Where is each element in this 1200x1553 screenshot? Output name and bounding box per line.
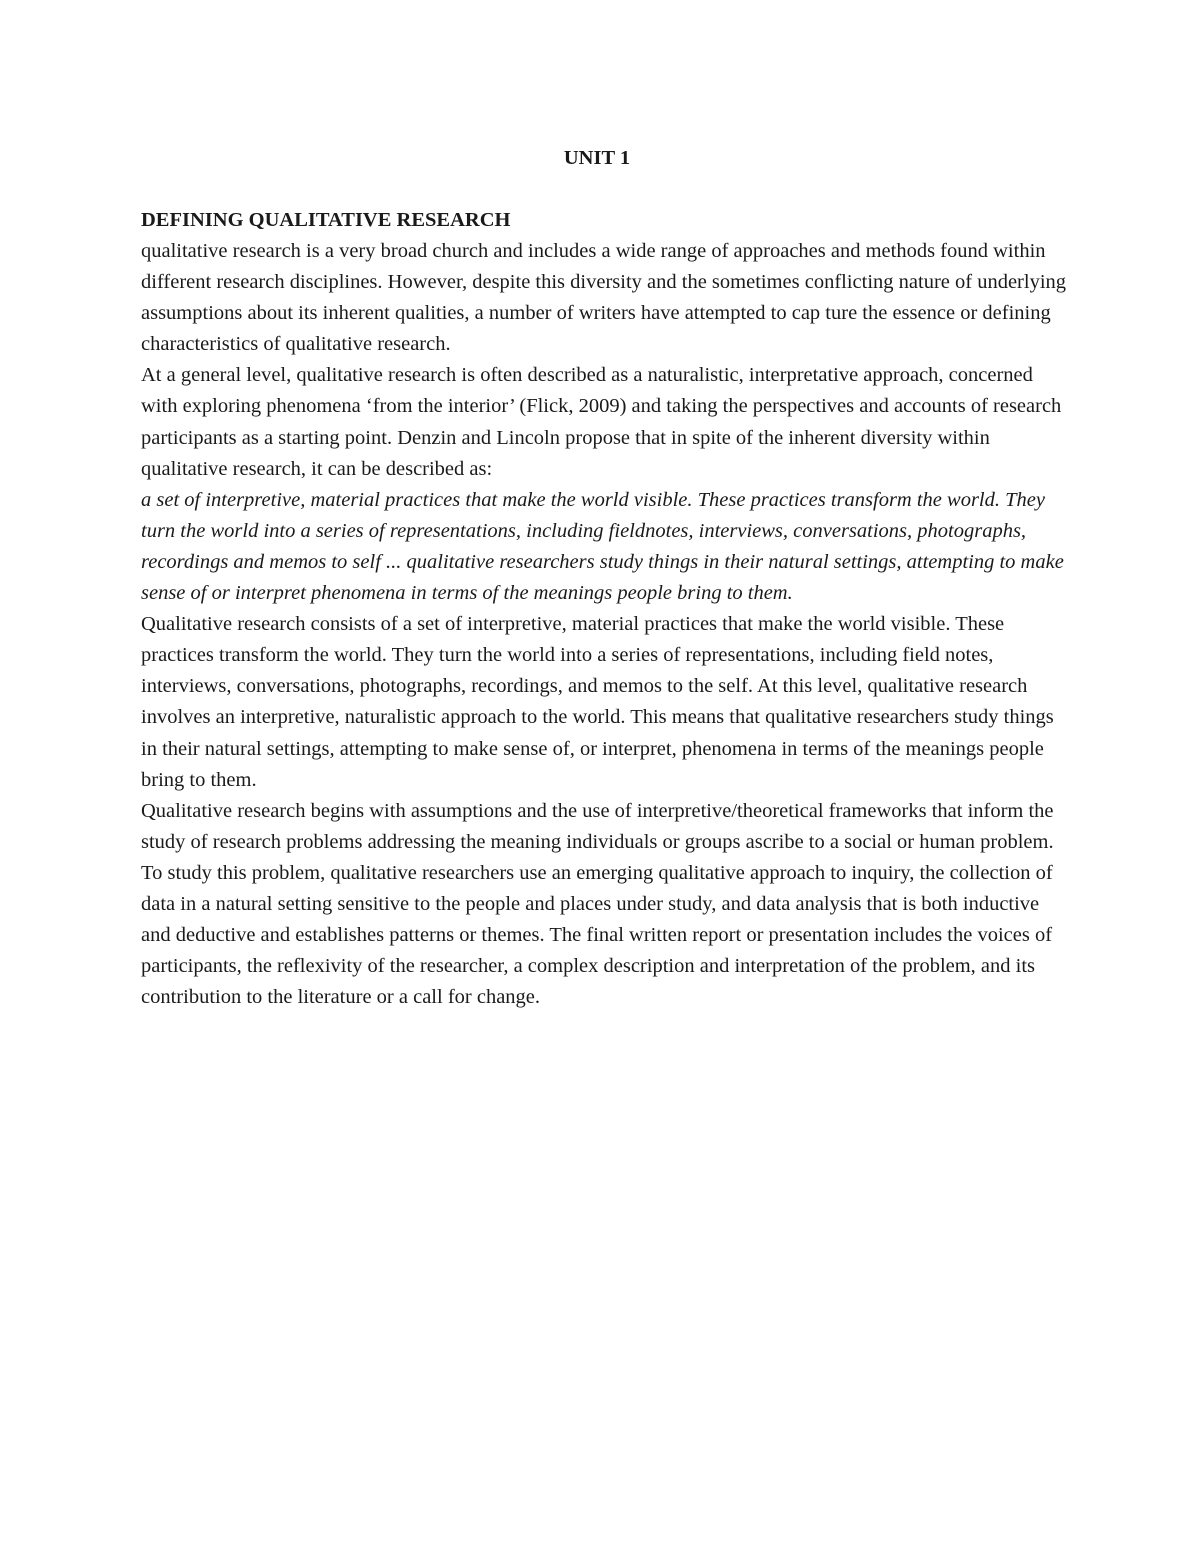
paragraph-assumptions: Qualitative research begins with assumptions and the use of interpretive/theoretical frameworks that inform the study of research problems addressing the meaning individuals or groups ascribe to a social or human problem. To study this problem, qualitative researchers use an emerging qualitative approach to inquiry, the collection of data in a natural setting sensitive to the people and places under study, and data analysis that is both inductive and deductive and establishes patterns or themes. The final written report or presentation includes the voices of participants, the reflexivity of the researcher, a complex description and interpretation of the problem, and its contribution to the literature or a call for change.: [141, 799, 1054, 1009]
unit-title: UNIT 1: [563, 147, 631, 169]
paragraph-intro: qualitative research is a very broad church and includes a wide range of approaches and methods found within different research disciplines. However, despite this diversity and the sometimes conflicting nature of underlying assumptions about its inherent qualities, a number of writers have attempted to cap ture the essence or defining characteristics of qualitative research.: [141, 240, 1067, 356]
section-heading: DEFINING QUALITATIVE RESEARCH: [141, 209, 511, 231]
paragraph-interpretive-practices: Qualitative research consists of a set of interpretive, material practices that make the world visible. These practices transform the world. They turn the world into a series of representations, including field notes, interviews, conversations, photographs, recordings, and memos to the self. At this level, qualitative research involves an interpretive, naturalistic approach to the world. This means that qualitative researchers study things in their natural settings, attempting to make sense of, or interpret, phenomena in terms of the meanings people bring to them.: [141, 613, 1054, 791]
paragraph-general-level: At a general level, qualitative research is often described as a naturalistic, interpretative approach, concerned with exploring phenomena ‘from the interior’ (Flick, 2009) and taking the perspectives and accounts of research participants as a starting point. Denzin and Lincoln propose that in spite of the inherent diversity within qualitative research, it can be described as:: [141, 364, 1062, 480]
quotation-denzin-lincoln: a set of interpretive, material practices that make the world visible. These practices transform the world. They turn the world into a series of representations, including fieldnotes, interviews, conversations, photographs, recordings and memos to self ... qualitative researchers study things in their natural settings, attempting to make sense of or interpret phenomena in terms of the meanings people bring to them.: [141, 488, 1064, 605]
blank-line: [141, 174, 1071, 205]
document-body: [141, 143, 1071, 1013]
